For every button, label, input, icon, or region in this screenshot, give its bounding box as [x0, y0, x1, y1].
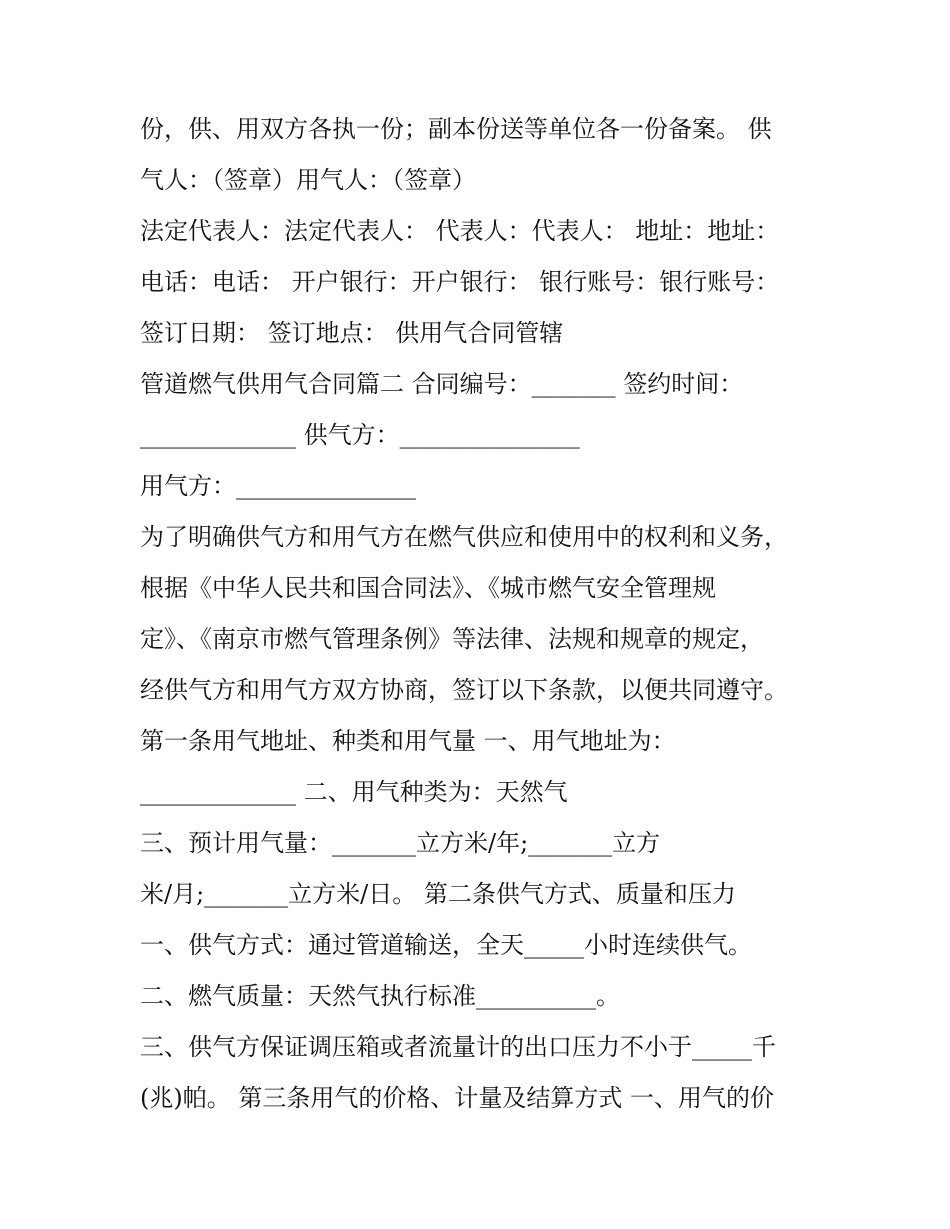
text-line: 签订日期： 签订地点： 供用气合同管辖 [140, 319, 564, 347]
text-line: 三、预计用气量：_______立方米/年;_______立方 [140, 829, 661, 857]
text-line: 米/月;_______立方米/日。 第二条供气方式、质量和压力 [140, 880, 736, 908]
text-line: 气人：（签章）用气人：（签章） [140, 166, 476, 194]
text-line: 定》、《南京市燃气管理条例》等法律、法规和规章的规定， [140, 625, 764, 653]
text-line: 二、燃气质量：天然气执行标准__________。 [140, 982, 620, 1010]
text-line: 法定代表人：法定代表人： 代表人：代表人： 地址：地址： [140, 217, 780, 245]
text-line: 为了明确供气方和用气方在燃气供应和使用中的权利和义务， [140, 523, 788, 551]
text-line: 一、供气方式：通过管道输送，全天_____小时连续供气。 [140, 931, 752, 959]
text-line: _____________ 二、用气种类为：天然气 [140, 778, 568, 806]
section-heading-line: 管道燃气供用气合同篇二 合同编号：_______ 签约时间： [140, 370, 744, 398]
text-line: _____________ 供气方：_______________ [140, 421, 580, 449]
text-line: (兆)帕。 第三条用气的价格、计量及结算方式 一、用气的价 [140, 1084, 774, 1112]
text-line: 份，供、用双方各执一份；副本份送等单位各一份备案。 供 [140, 115, 772, 143]
text-line: 根据《中华人民共和国合同法》、《城市燃气安全管理规 [140, 574, 716, 602]
text-line: 三、供气方保证调压箱或者流量计的出口压力不小于_____千 [140, 1033, 776, 1061]
document-body [140, 104, 820, 1124]
text-line: 电话：电话： 开户银行：开户银行： 银行账号：银行账号： [140, 268, 780, 296]
text-line: 经供气方和用气方双方协商，签订以下条款，以便共同遵守。 [140, 676, 788, 704]
text-line: 用气方：_______________ [140, 472, 416, 500]
text-line: 第一条用气地址、种类和用气量 一、用气地址为： [140, 727, 676, 755]
